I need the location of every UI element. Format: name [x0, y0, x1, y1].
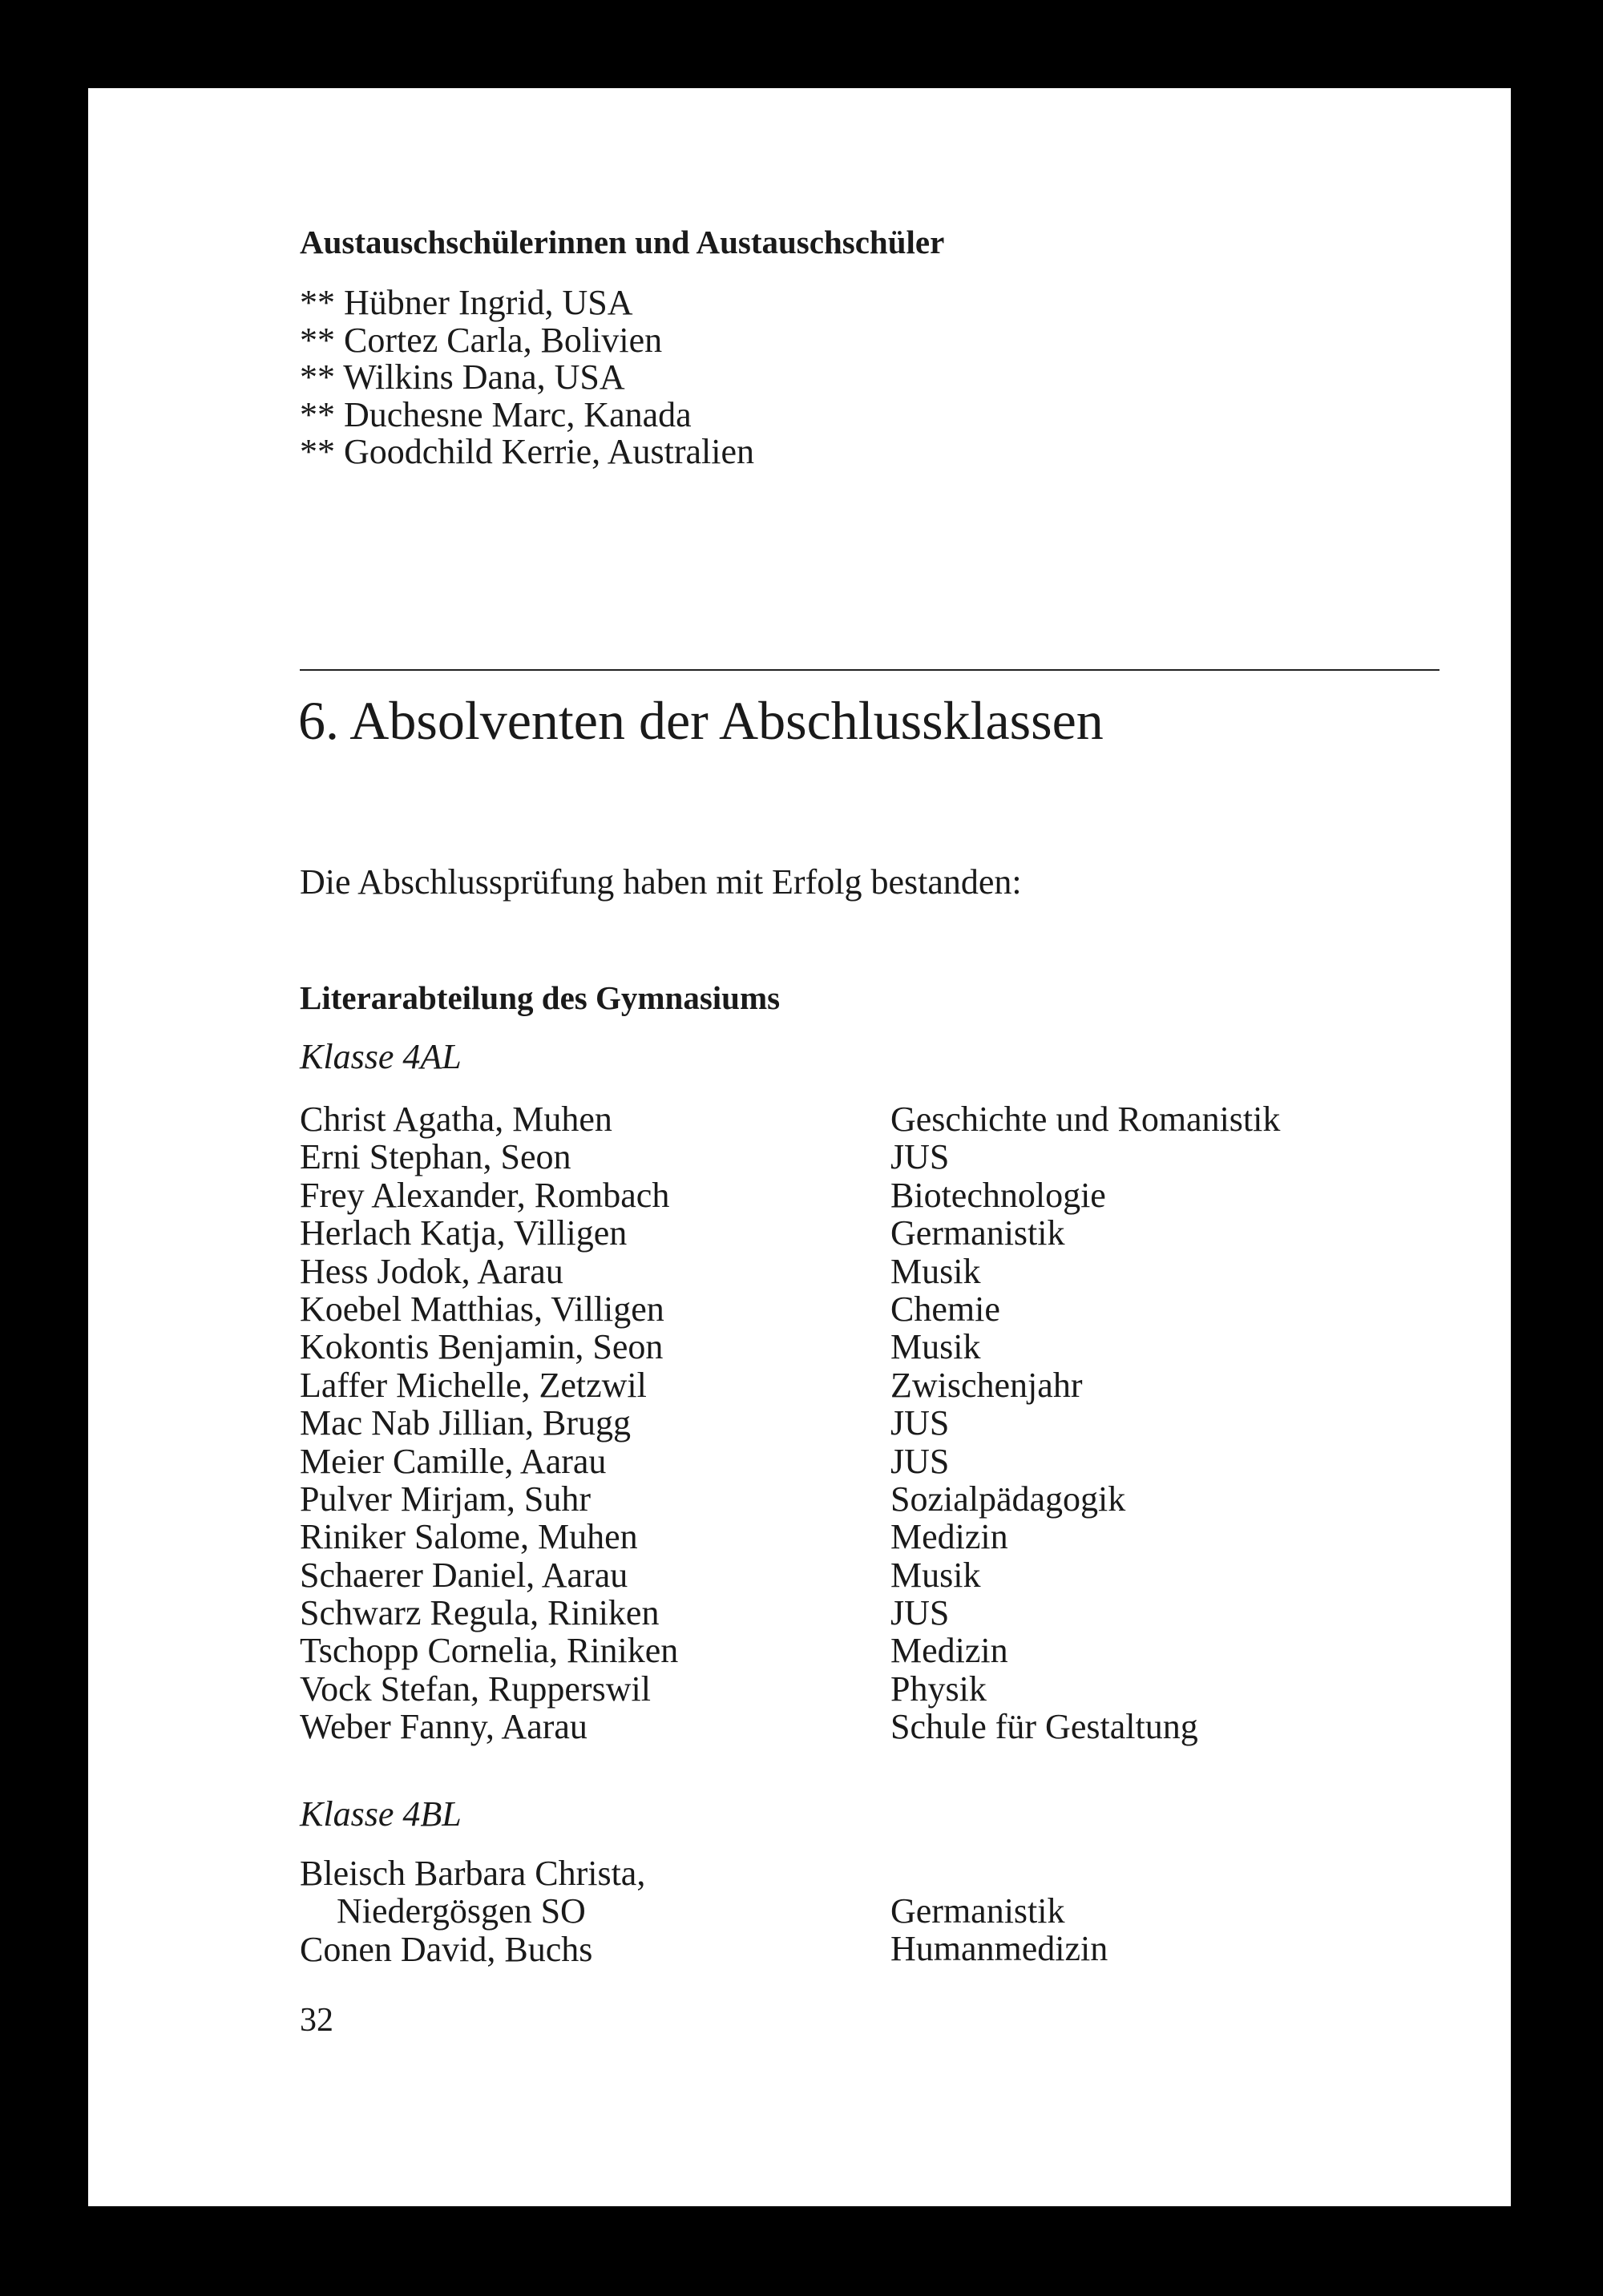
- study-subject: Musik: [890, 1555, 981, 1595]
- study-subject: Zwischenjahr: [890, 1365, 1083, 1405]
- study-subject: Germanistik: [890, 1891, 1065, 1931]
- study-subject: Biotechnologie: [890, 1175, 1106, 1215]
- class-4bl-names: [300, 1854, 645, 1968]
- student-name: Weber Fanny, Aarau: [300, 1707, 587, 1747]
- study-subject: JUS: [890, 1137, 950, 1177]
- scan-border-left: [0, 0, 88, 2296]
- student-name: Pulver Mirjam, Suhr: [300, 1479, 591, 1519]
- student-name: Herlach Katja, Villigen: [300, 1213, 628, 1253]
- class-4bl-label: Klasse 4BL: [300, 1794, 462, 1834]
- study-subject: Sozialpädagogik: [890, 1479, 1126, 1519]
- section-divider: [300, 669, 1439, 671]
- class-4al-names: [300, 1100, 678, 1746]
- exchange-heading: Austauschschülerinnen und Austauschschüler: [300, 224, 945, 260]
- scan-border-bottom: [0, 2206, 1603, 2296]
- student-name-continued: Niedergösgen SO: [337, 1891, 586, 1931]
- study-subject: Medizin: [890, 1517, 1008, 1557]
- student-name: Riniker Salome, Muhen: [300, 1517, 638, 1557]
- student-name: Koebel Matthias, Villigen: [300, 1289, 664, 1329]
- student-name: Hess Jodok, Aarau: [300, 1251, 563, 1291]
- department-heading: Literarabteilung des Gymnasiums: [300, 979, 781, 1016]
- class-4bl-studies: [890, 1892, 1108, 1968]
- scan-border-top: [0, 0, 1603, 88]
- study-subject: JUS: [890, 1441, 950, 1481]
- study-subject: Musik: [890, 1251, 981, 1291]
- student-name: Vock Stefan, Rupperswil: [300, 1669, 651, 1709]
- list-item: ** Duchesne Marc, Kanada: [300, 394, 692, 434]
- student-name: Schaerer Daniel, Aarau: [300, 1555, 628, 1595]
- class-4al-studies: [890, 1100, 1280, 1746]
- exchange-list: [300, 284, 754, 471]
- study-subject: Humanmedizin: [890, 1929, 1108, 1969]
- student-name: Bleisch Barbara Christa,: [300, 1854, 646, 1893]
- student-name: Kokontis Benjamin, Seon: [300, 1327, 664, 1367]
- student-name: Christ Agatha, Muhen: [300, 1100, 612, 1139]
- study-subject: Medizin: [890, 1631, 1008, 1671]
- study-subject: Musik: [890, 1327, 981, 1367]
- study-subject: Physik: [890, 1669, 987, 1709]
- student-name: Conen David, Buchs: [300, 1929, 593, 1969]
- student-name: Frey Alexander, Rombach: [300, 1175, 670, 1215]
- student-name: Meier Camille, Aarau: [300, 1441, 607, 1481]
- list-item: ** Cortez Carla, Bolivien: [300, 320, 663, 360]
- list-item: ** Goodchild Kerrie, Australien: [300, 432, 754, 471]
- scan-border-right: [1511, 0, 1603, 2296]
- list-item: ** Wilkins Dana, USA: [300, 357, 625, 397]
- study-subject: JUS: [890, 1403, 950, 1443]
- study-subject: Geschichte und Romanistik: [890, 1100, 1281, 1139]
- study-subject: Germanistik: [890, 1213, 1065, 1253]
- student-name: Schwarz Regula, Riniken: [300, 1593, 660, 1633]
- student-name: Tschopp Cornelia, Riniken: [300, 1631, 679, 1671]
- list-item: ** Hübner Ingrid, USA: [300, 283, 633, 322]
- study-subject: Chemie: [890, 1289, 1000, 1329]
- chapter-title: 6. Absolventen der Abschlussklassen: [298, 690, 1104, 751]
- class-4al-label: Klasse 4AL: [300, 1037, 462, 1076]
- student-name: Erni Stephan, Seon: [300, 1137, 571, 1177]
- chapter-intro: Die Abschlussprüfung haben mit Erfolg bestanden:: [300, 862, 1022, 902]
- student-name: Laffer Michelle, Zetzwil: [300, 1365, 647, 1405]
- page-number: 32: [300, 2002, 333, 2039]
- study-subject: Schule für Gestaltung: [890, 1707, 1198, 1747]
- study-subject: JUS: [890, 1593, 950, 1633]
- student-name: Mac Nab Jillian, Brugg: [300, 1403, 632, 1443]
